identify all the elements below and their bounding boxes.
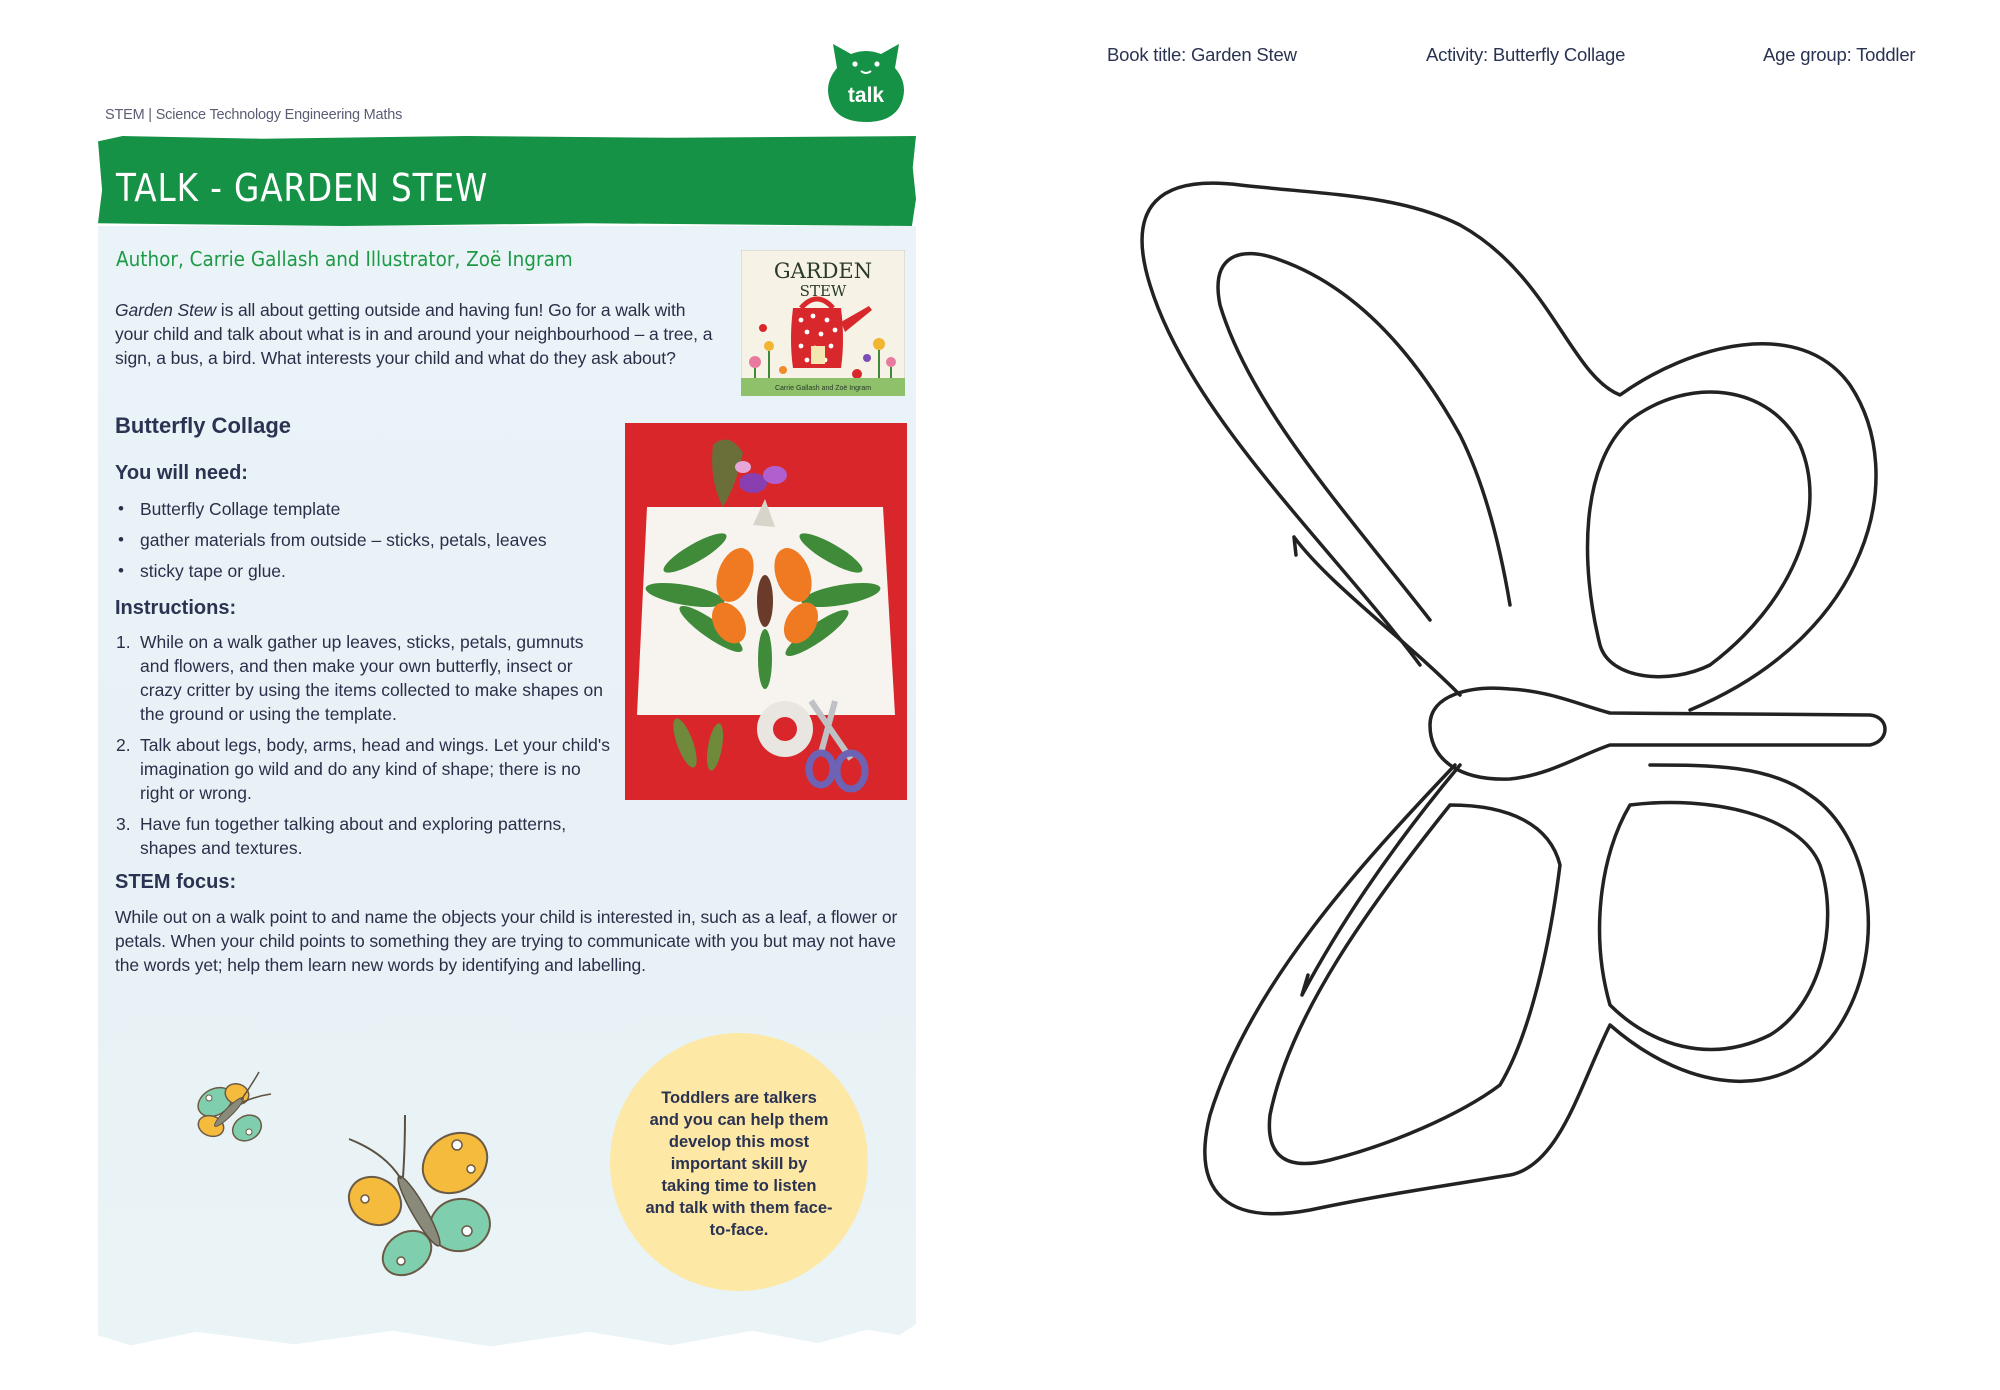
intro-book-name: Garden Stew [115, 300, 217, 320]
you-will-need-heading: You will need: [115, 462, 248, 484]
page-title: TALK - GARDEN STEW [116, 166, 489, 210]
stem-focus-text: While out on a walk point to and name the objects your child is interested in, such as a leaf, a flower or petals. When your child points to something they are trying to communicate with you but may not have the words yet; help them learn new words by identifying and labelling. [115, 907, 898, 975]
instruction-text: Talk about legs, body, arms, head and wings. Let your child's imagination go wild and do any kind of shape; there is no right or wrong. [140, 735, 610, 803]
stem-focus-heading: STEM focus: [115, 871, 237, 893]
instructions-list [115, 630, 615, 867]
intro-text: is all about getting outside and having fun! Go for a walk with your child and talk about what is in and around your neighbourhood – a tree, a sign, a bus, a bird. What interests your child and what do they ask about? [115, 300, 713, 368]
instruction-text: While on a walk gather up leaves, sticks, petals, gumnuts and flowers, and then make your own butterfly, insect or crazy critter by using the items collected to make shapes on the ground or using the template. [140, 632, 603, 724]
big-butterfly-icon [345, 1113, 507, 1283]
cover-title-line1: GARDEN [773, 259, 873, 283]
materials-list [115, 497, 595, 590]
instruction-item [115, 812, 615, 860]
small-butterfly-icon [185, 1068, 273, 1160]
butterfly-template-outline [1130, 165, 1910, 1315]
list-item: • Butterfly Collage template [115, 497, 595, 528]
upper-wing-outer [1142, 183, 1876, 710]
tip-text: Toddlers are talkers and you can help them develop this most important skill by taking time to listen and talk with them face-to-face. [645, 1089, 833, 1239]
collage-photo [625, 423, 907, 800]
book-title-meta: Book title: Garden Stew [1107, 44, 1297, 65]
cover-credit: Carrie Gallash and Zoë Ingram [774, 385, 872, 392]
activity-meta: Activity: Butterfly Collage [1426, 44, 1626, 65]
talk-logo-icon [825, 38, 907, 124]
instruction-item [115, 630, 615, 726]
instruction-item [115, 733, 615, 805]
logo-text: talk [847, 84, 885, 107]
list-item: • gather materials from outside – sticks, petals, leaves [115, 528, 595, 559]
instruction-number: 2. [116, 735, 131, 755]
activity-heading: Butterfly Collage [115, 413, 292, 438]
intro-paragraph [115, 298, 715, 370]
lower-right-wing-inner [1600, 803, 1828, 1050]
author-credit: Author, Carrie Gallash and Illustrator, Zoë Ingram [116, 247, 573, 271]
upper-left-wing-inner [1218, 254, 1510, 620]
lower-left-wing-inner [1269, 805, 1560, 1164]
stem-category-line: STEM | Science Technology Engineering Maths [105, 107, 403, 123]
antenna [1294, 537, 1460, 695]
cover-title-line2: STEW [799, 282, 847, 300]
list-item: • sticky tape or glue. [115, 559, 595, 590]
book-cover-image [741, 250, 905, 396]
instructions-heading: Instructions: [115, 597, 237, 619]
leg-line [1302, 765, 1460, 995]
instruction-number: 1. [116, 632, 131, 652]
instruction-text: Have fun together talking about and exploring patterns, shapes and textures. [140, 814, 567, 858]
instruction-number: 3. [116, 814, 131, 834]
upper-right-wing-inner [1588, 392, 1810, 677]
age-group-meta: Age group: Toddler [1763, 44, 1916, 65]
